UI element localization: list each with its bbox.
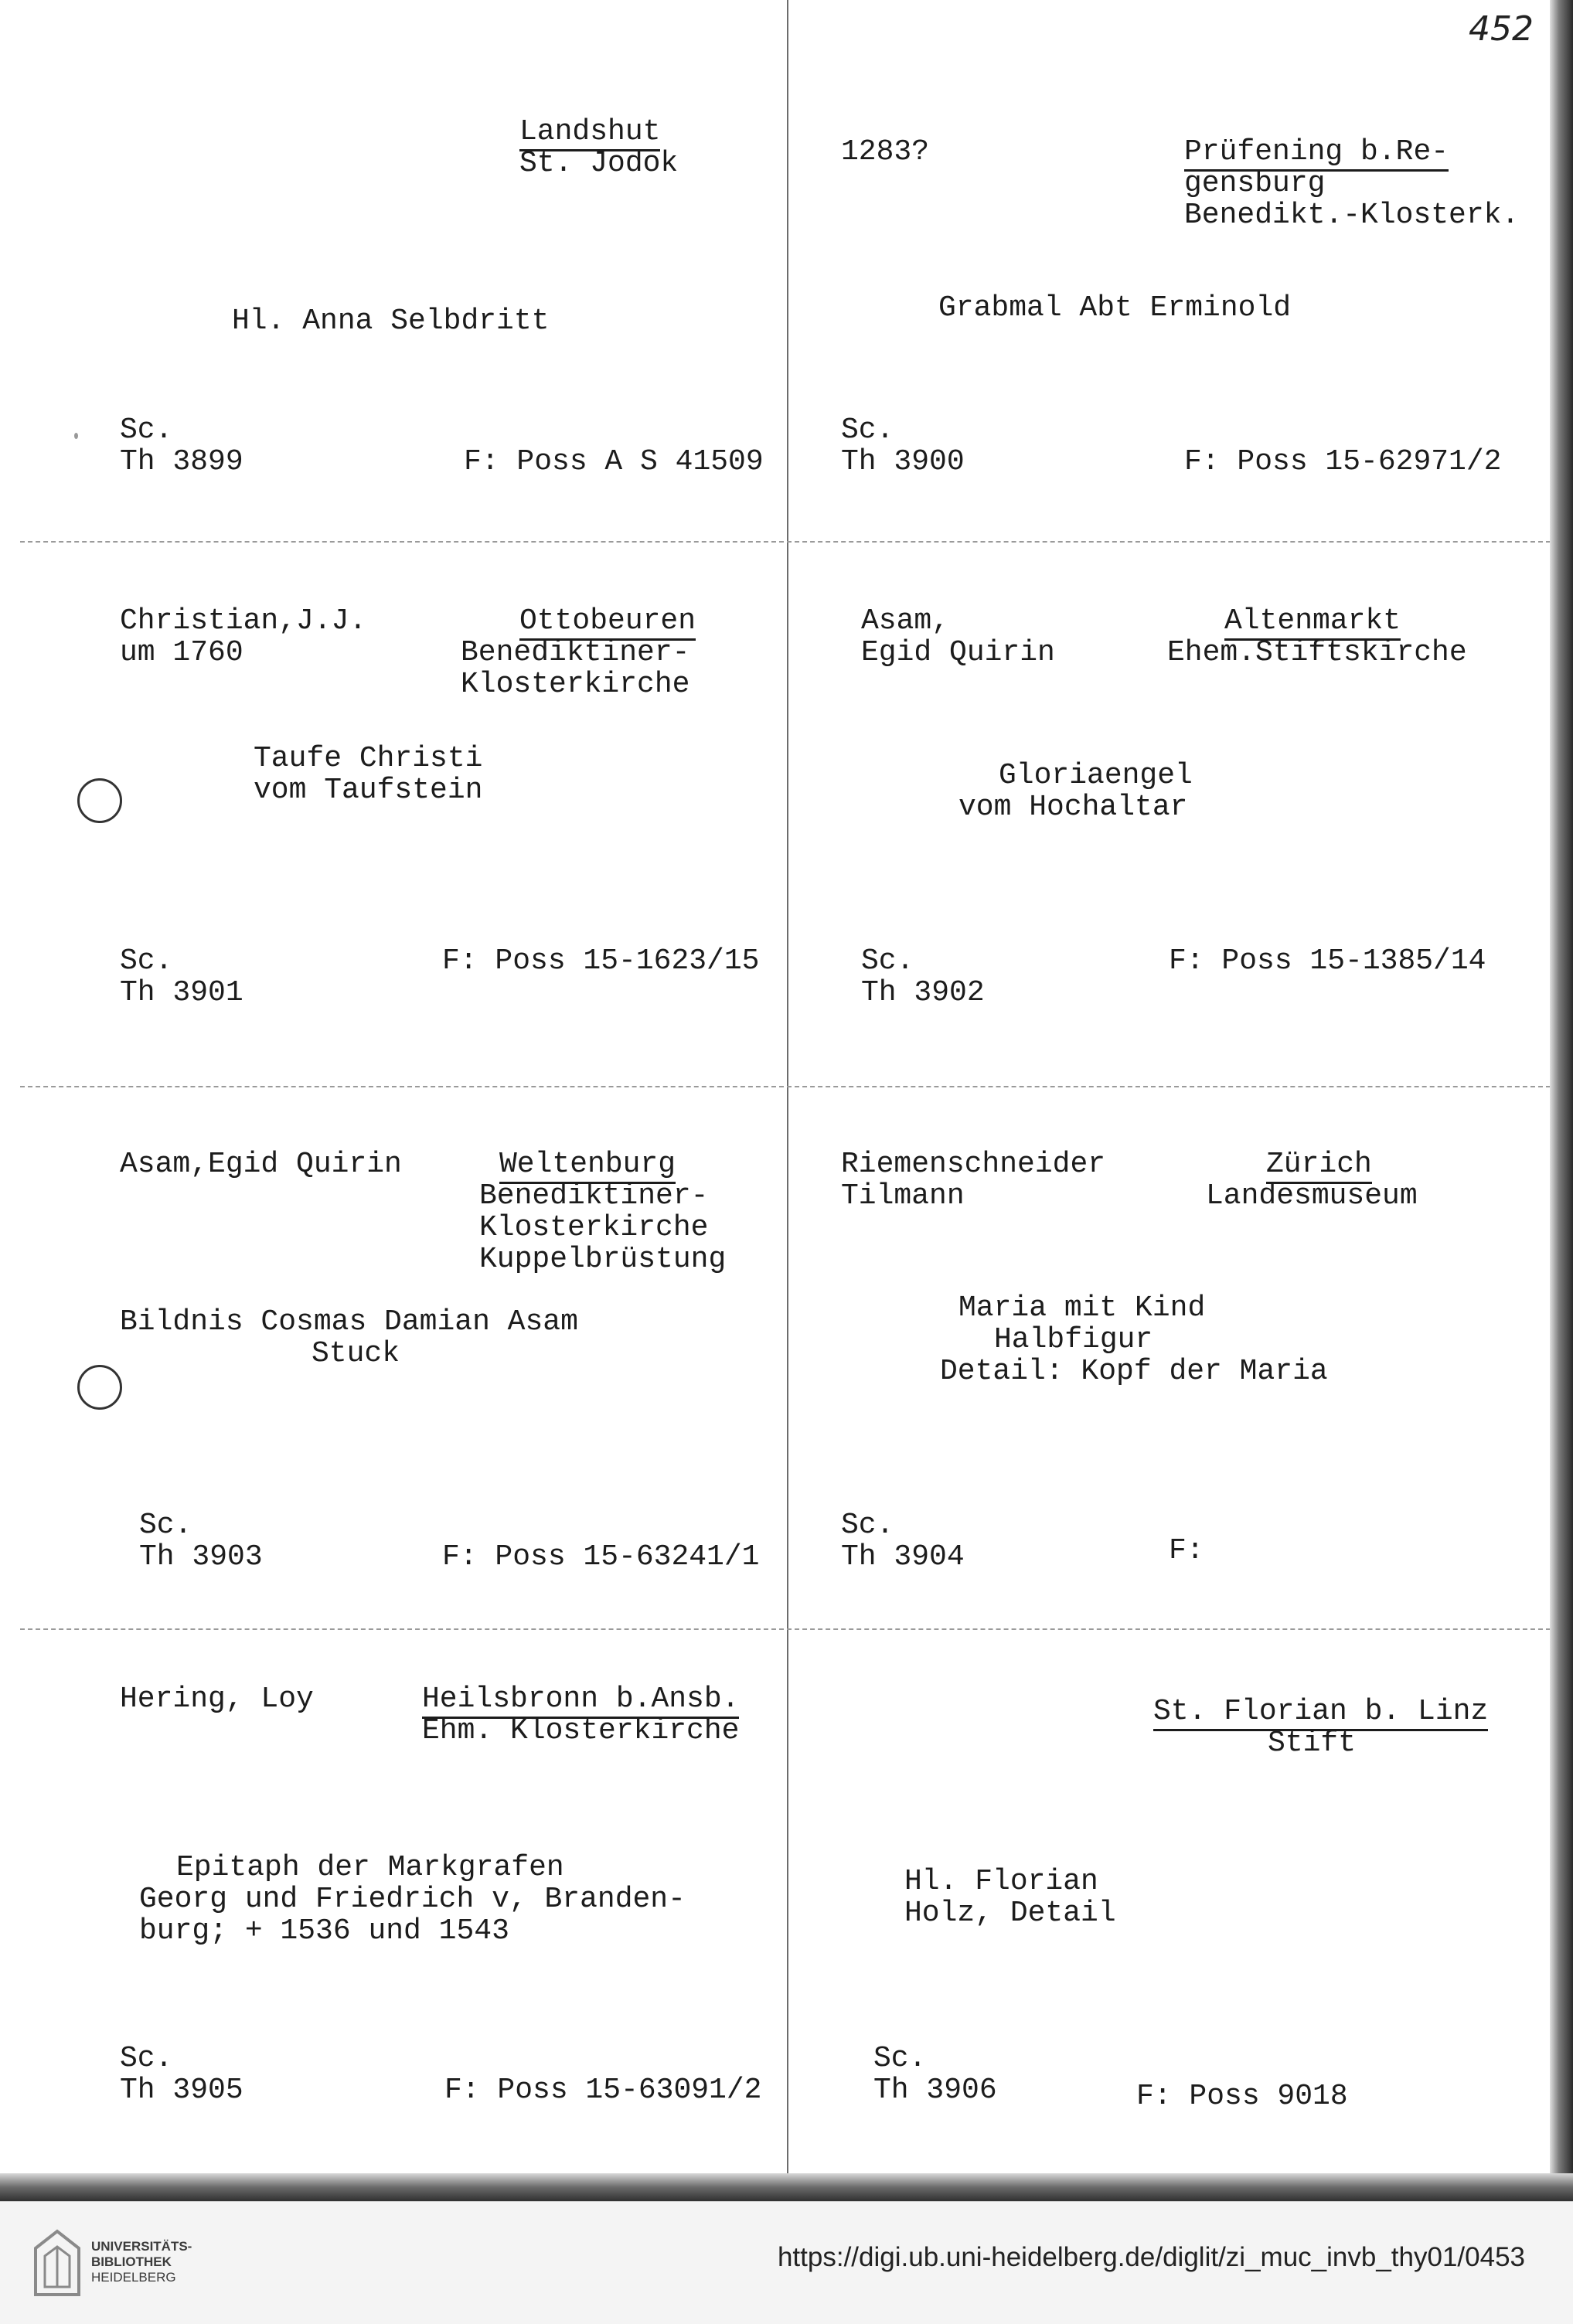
card-th-number: Th 3903: [139, 1540, 263, 1574]
catalog-card: [0, 1088, 765, 1629]
card-divider-horizontal: [20, 541, 1551, 543]
catalog-card: [788, 545, 1554, 1086]
card-photo-ref: F: Poss A S 41509: [464, 445, 764, 478]
card-title: Hl. Florian Holz, Detail: [904, 1865, 1116, 1930]
card-photo-ref: F: Poss 15-63241/1: [442, 1540, 760, 1574]
card-date: 1283?: [841, 135, 930, 168]
card-sc: Sc.: [120, 944, 173, 978]
catalog-card: [0, 545, 765, 1086]
card-sc: Sc.: [873, 2042, 927, 2075]
card-title: Hl. Anna Selbdritt: [232, 305, 550, 338]
card-sc: Sc.: [841, 413, 894, 447]
card-sc: Sc.: [120, 413, 173, 447]
card-title: Epitaph der Markgrafen Georg und Friedrich v, Branden- burg; + 1536 und 1543: [139, 1851, 686, 1948]
card-th-number: Th 3906: [873, 2074, 997, 2107]
catalog-card: [0, 0, 765, 541]
card-photo-ref: F: Poss 15-63091/2: [444, 2074, 762, 2107]
card-artist: Asam,Egid Quirin: [120, 1148, 402, 1181]
card-sc: Sc.: [841, 1509, 894, 1542]
card-location: Landshut St. Jodok: [519, 115, 679, 180]
card-title: Maria mit Kind Halbfigur Detail: Kopf der Maria: [940, 1291, 1328, 1388]
card-th-number: Th 3904: [841, 1540, 965, 1574]
card-th-number: Th 3899: [120, 445, 243, 478]
card-th-number: Th 3901: [120, 976, 243, 1009]
viewer-footer: [0, 2201, 1573, 2324]
card-divider-horizontal: [20, 1086, 1551, 1087]
card-th-number: Th 3900: [841, 445, 965, 478]
card-location: Weltenburg Benediktiner- Klosterkirche Kuppelbrüstung: [479, 1148, 727, 1276]
card-photo-ref: F: Poss 9018: [1136, 2080, 1348, 2113]
card-location: Altenmarkt Ehem.Stiftskirche: [1167, 604, 1467, 669]
card-location: Prüfening b.Re- gensburg Benedikt.-Klosterk.: [1184, 135, 1520, 232]
card-artist: Riemenschneider Tilmann: [841, 1148, 1106, 1213]
card-artist: Christian,J.J. um 1760: [120, 604, 367, 669]
card-title: Taufe Christi vom Taufstein: [254, 742, 483, 807]
handwritten-page-number: 452: [1469, 9, 1534, 49]
card-artist: Hering, Loy: [120, 1683, 314, 1716]
card-sc: Sc.: [139, 1509, 192, 1542]
library-name: UNIVERSITÄTS- BIBLIOTHEK HEIDELBERG: [91, 2239, 192, 2285]
catalog-card: [788, 0, 1554, 541]
punch-hole: [77, 1365, 122, 1410]
card-title: Bildnis Cosmas Damian Asam Stuck: [120, 1305, 578, 1370]
card-photo-ref: F: Poss 15-1385/14: [1169, 944, 1486, 978]
card-title: Gloriaengel vom Hochaltar: [958, 759, 1193, 824]
library-logo-icon: [31, 2225, 83, 2299]
card-photo-ref: F: Poss 15-1623/15: [442, 944, 760, 978]
card-photo-ref: F: Poss 15-62971/2: [1184, 445, 1502, 478]
catalog-card: [788, 1631, 1554, 2172]
catalog-card: [788, 1088, 1554, 1629]
card-artist: Asam, Egid Quirin: [861, 604, 1055, 669]
card-th-number: Th 3902: [861, 976, 985, 1009]
card-location: Ottobeuren Benediktiner- Klosterkirche: [461, 604, 696, 701]
card-location: St. Florian b. Linz Stift: [1153, 1695, 1489, 1760]
card-photo-ref: F:: [1169, 1534, 1204, 1567]
card-th-number: Th 3905: [120, 2074, 243, 2107]
permalink-url[interactable]: https://digi.ub.uni-heidelberg.de/diglit/zi_muc_invb_thy01/0453: [777, 2242, 1525, 2272]
card-sc: Sc.: [861, 944, 914, 978]
scan-edge-shadow: [0, 2173, 1573, 2201]
punch-hole: [77, 778, 122, 823]
card-location: Zürich Landesmuseum: [1206, 1148, 1418, 1213]
card-location: Heilsbronn b.Ansb. Ehm. Klosterkirche: [422, 1683, 740, 1747]
catalog-card: [0, 1631, 765, 2172]
card-sc: Sc.: [120, 2042, 173, 2075]
scan-edge-shadow: [1550, 0, 1573, 2201]
card-title: Grabmal Abt Erminold: [938, 291, 1292, 325]
